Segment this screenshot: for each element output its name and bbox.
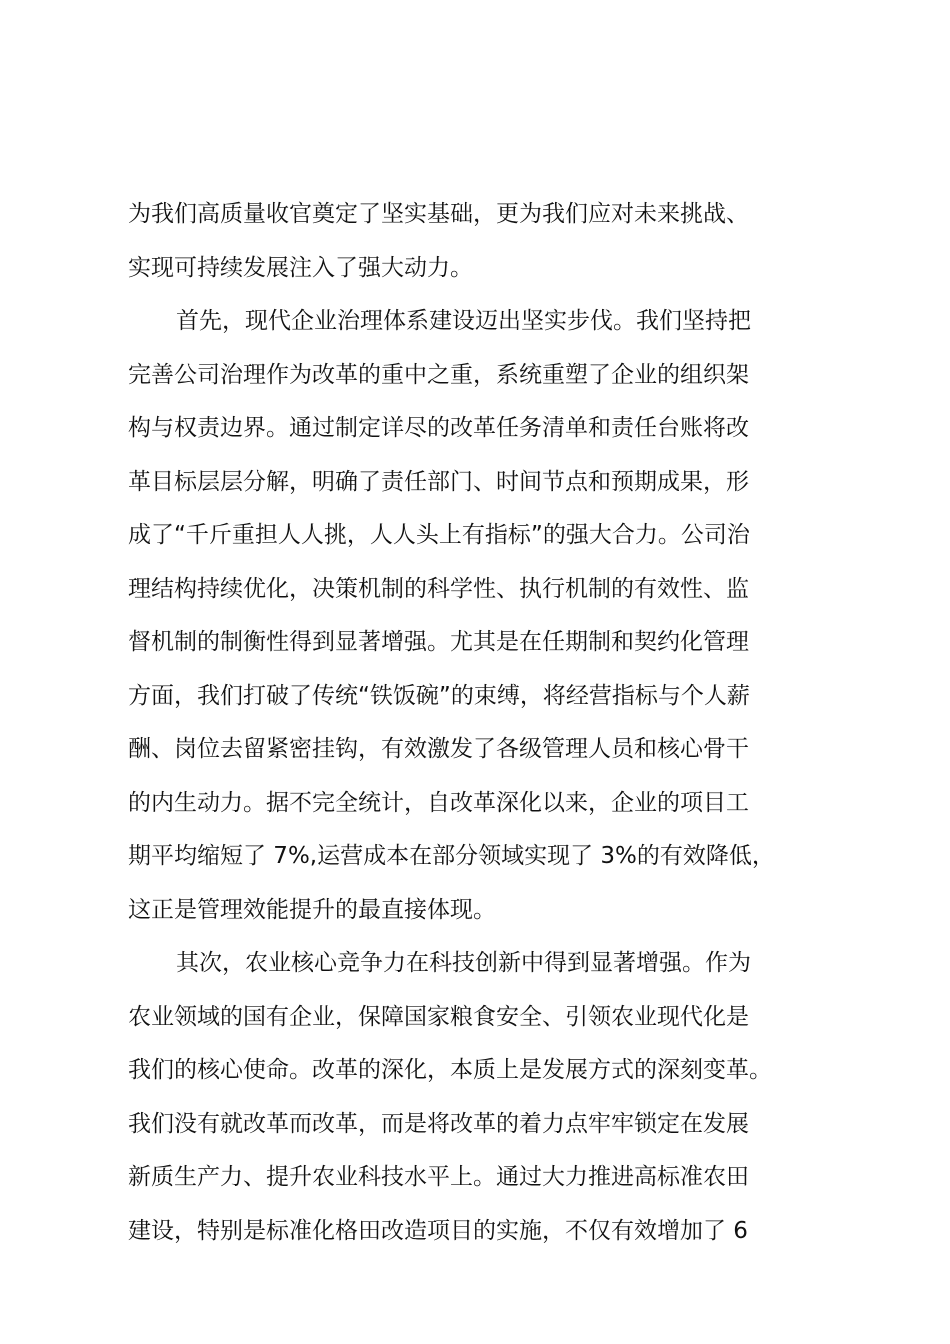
text-line: 的内生动力。据不完全统计，自改革深化以来，企业的项目工: [128, 789, 749, 816]
paragraph-first-line: 首先，现代企业治理体系建设迈出坚实步伐。我们坚持把: [176, 308, 751, 334]
text-line: 实现可持续发展注入了强大动力。: [128, 254, 473, 281]
text-line: 期平均缩短了 7%,运营成本在部分领域实现了 3%的有效降低，: [128, 843, 775, 869]
text-line: 方面，我们打破了传统“铁饭碗”的束缚，将经营指标与个人薪: [128, 682, 750, 709]
text-line: 理结构持续优化，决策机制的科学性、执行机制的有效性、监: [128, 575, 749, 602]
text-line: 革目标层层分解，明确了责任部门、时间节点和预期成果，形: [128, 468, 749, 495]
text-line: 我们的核心使命。改革的深化，本质上是发展方式的深刻变革。: [128, 1057, 772, 1083]
text-line: 完善公司治理作为改革的重中之重，系统重塑了企业的组织架: [128, 361, 749, 388]
text-line: 督机制的制衡性得到显著增强。尤其是在任期制和契约化管理: [128, 629, 749, 655]
document-body: [128, 188, 828, 1258]
text-line: 新质生产力、提升农业科技水平上。通过大力推进高标准农田: [128, 1164, 749, 1190]
text-line: 这正是管理效能提升的最直接体现。: [128, 896, 496, 923]
text-line: 为我们高质量收官奠定了坚实基础，更为我们应对未来挑战、: [128, 201, 749, 227]
text-line: 我们没有就改革而改革，而是将改革的着力点牢牢锁定在发展: [128, 1110, 749, 1137]
text-line: 农业领域的国有企业，保障国家粮食安全、引领农业现代化是: [128, 1003, 749, 1030]
text-line: 成了“千斤重担人人挑，人人头上有指标”的强大合力。公司治: [128, 522, 750, 548]
paragraph-first-line: 其次，农业核心竞争力在科技创新中得到显著增强。作为: [176, 950, 751, 976]
text-line: 构与权责边界。通过制定详尽的改革任务清单和责任台账将改: [128, 415, 749, 441]
text-line: 酬、岗位去留紧密挂钩，有效激发了各级管理人员和核心骨干: [128, 736, 749, 762]
text-line: 建设，特别是标准化格田改造项目的实施，不仅有效增加了 6: [128, 1217, 748, 1244]
